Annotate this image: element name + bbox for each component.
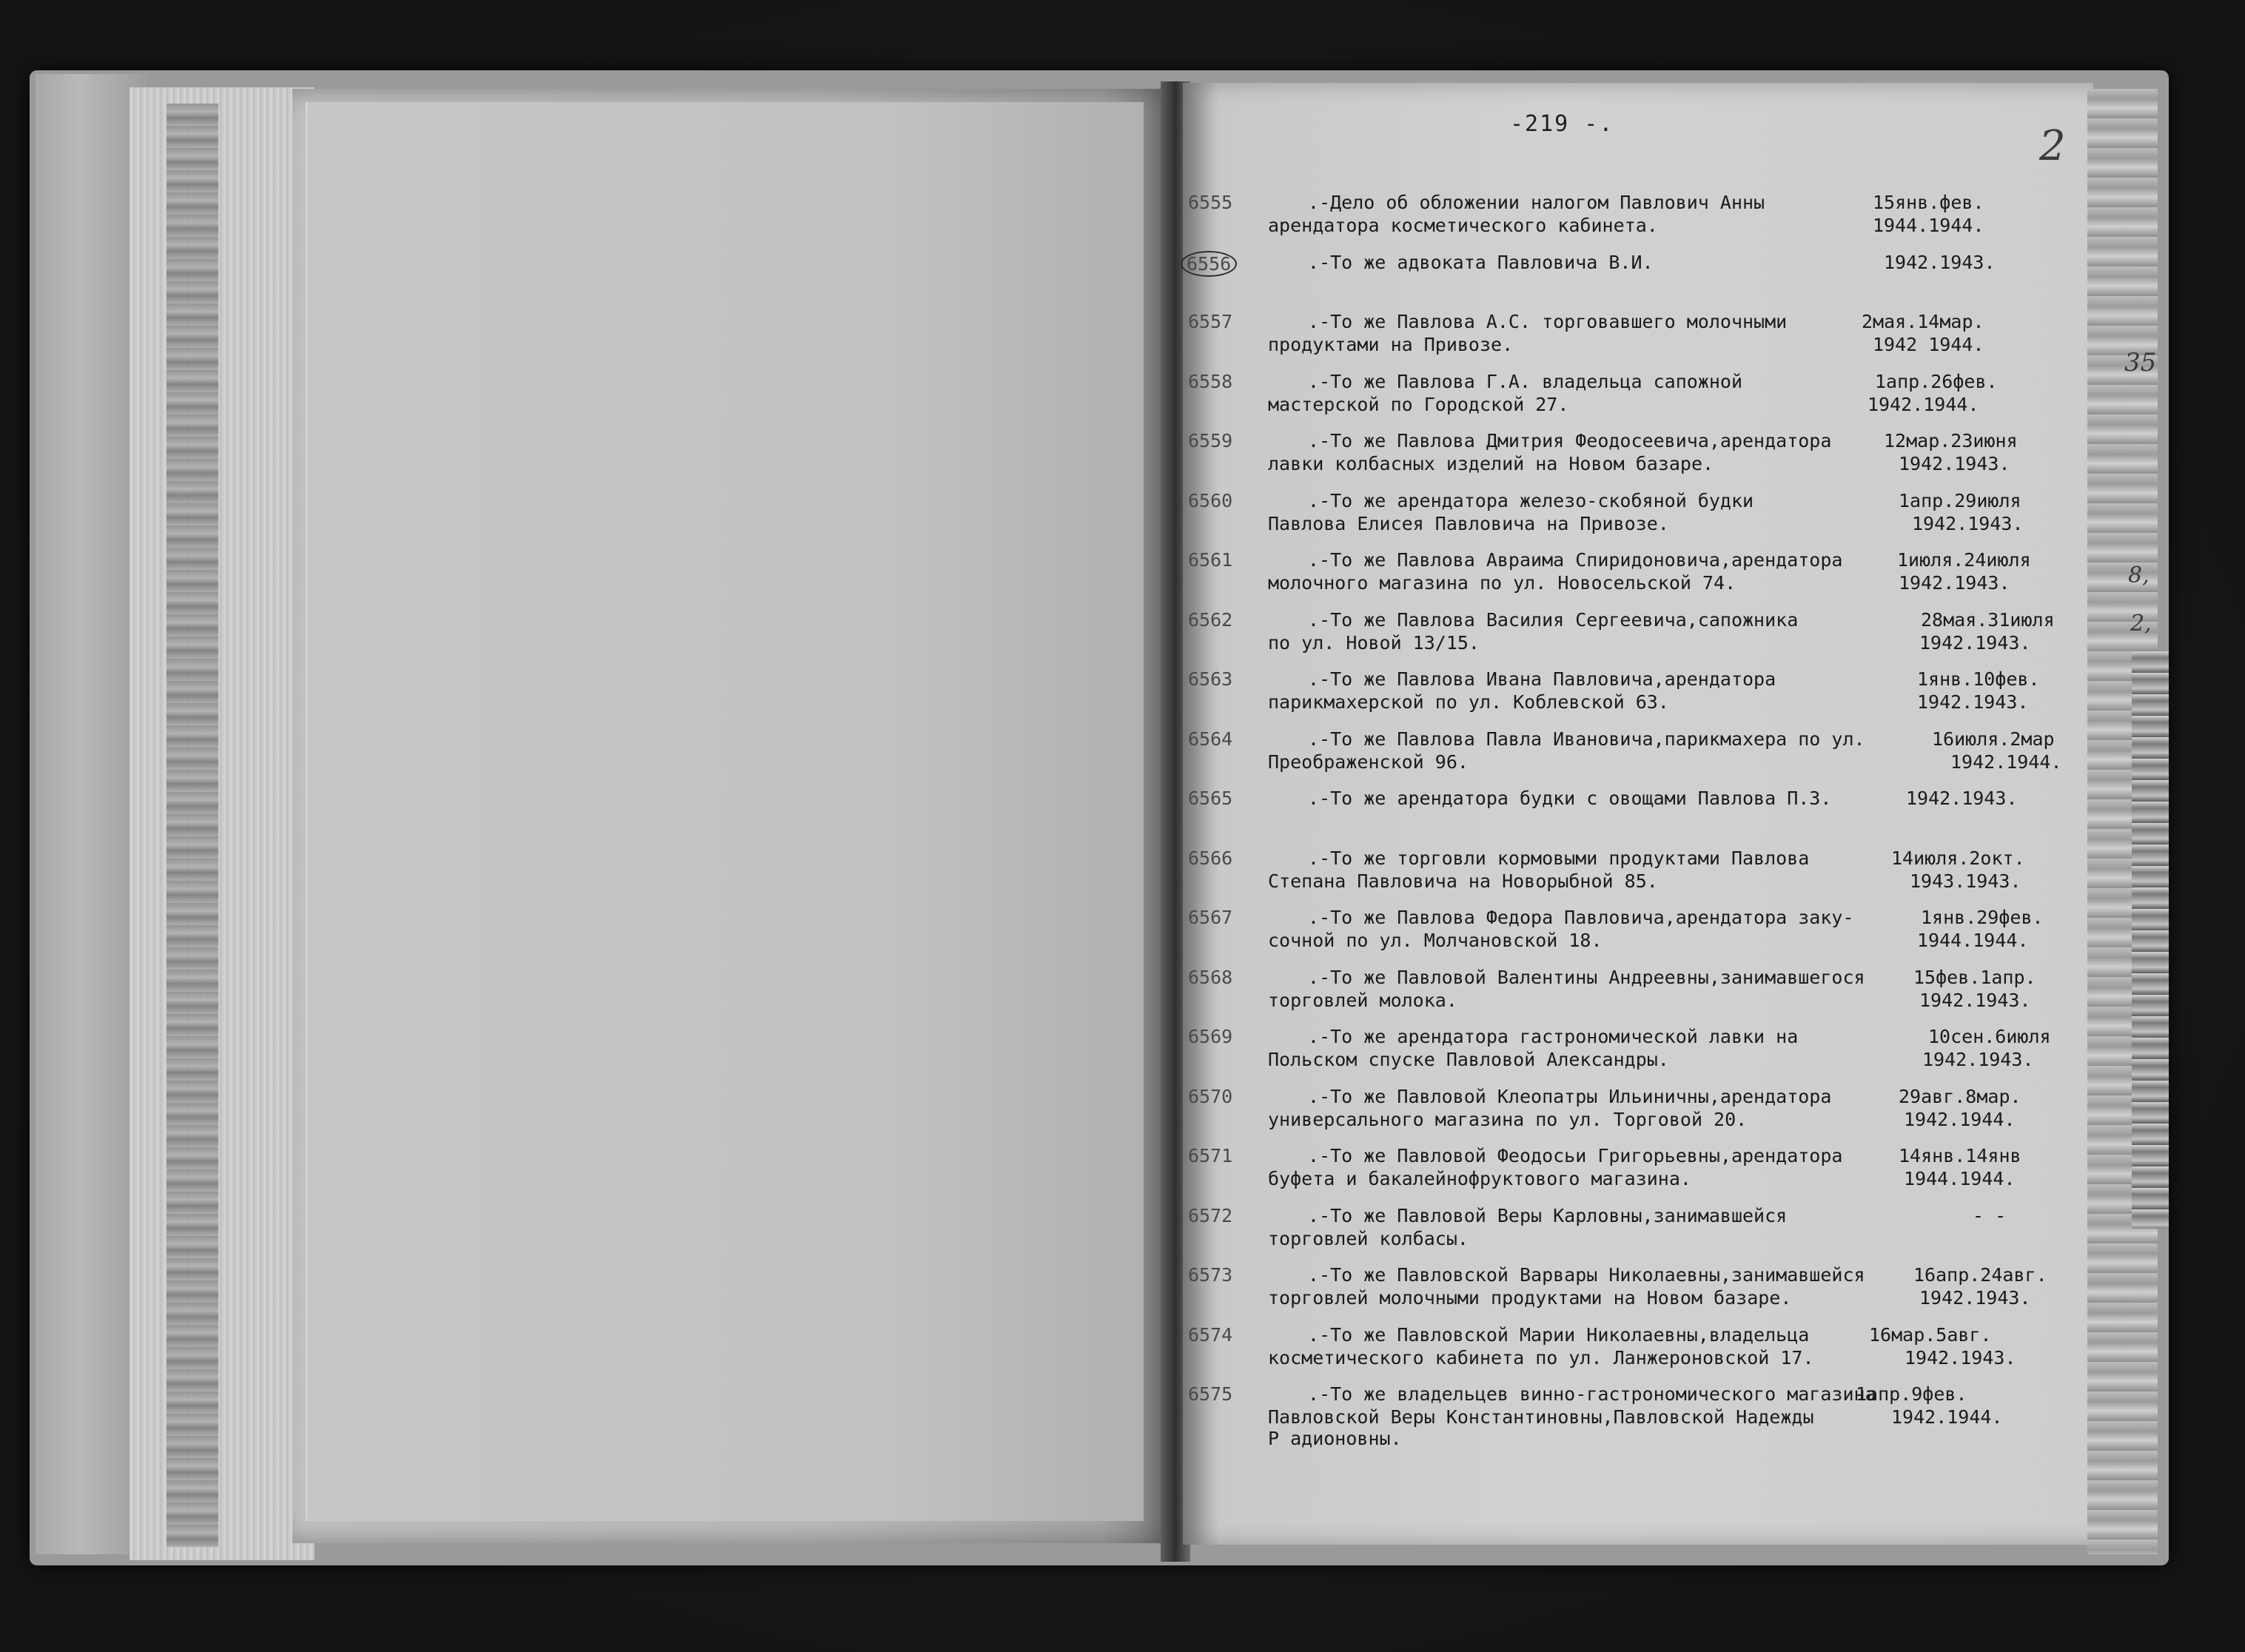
entry-description-line-2: Польском спуске Павловой Александры. [1268,1049,1669,1070]
entry-description-line-1: .-То же Павлова Василия Сергеевича,сапожника [1308,608,1799,631]
torn-right-edges [2132,651,2169,1229]
entry-date-years: 1942.1943. [1917,691,2029,713]
entry-description-line-2: сочной по ул. Молчановской 18. [1268,930,1603,951]
entry-date-range: 10сен.6июля [1928,1026,2051,1047]
entry-date-range: 1янв.10фев. [1917,668,2040,690]
entry-description-line-1: .-То же арендатора гастрономической лавки на [1308,1026,1799,1047]
register-entry [1188,1204,2106,1264]
entry-date-range: 1июля.24июля [1897,549,2031,571]
entry-description-line-1: .-Дело об обложении налогом Павлович Анны [1308,192,1765,213]
entry-date-range: 1апр.26фев. [1875,370,1998,392]
entry-number: 6556 [1188,251,1306,277]
entry-date-range: 2мая.14мар. [1862,311,1984,332]
entry-date-years: 1942.1943. [1922,1049,2034,1070]
entry-date-range: 16июля.2мар [1932,728,2055,750]
entry-number: 6558 [1188,370,1233,392]
entry-date-range: 16мар.5авг. [1869,1323,1992,1346]
entry-description-line-1: .-То же Павлова Федора Павловича,арендатора заку- [1308,907,1854,928]
left-page-blank [292,89,1173,1543]
entry-date-range: 15фев.1апр. [1913,966,2036,988]
entry-date-range: 16апр.24авг. [1913,1264,2047,1286]
entry-date-years: 1944.1944. [1904,1168,2016,1189]
margin-note-1: 35 [2124,348,2157,377]
entry-date-range: 1янв.29фев. [1921,907,2044,928]
entry-date-years: 1942.1943. [1919,1287,2031,1309]
entry-date-years: 1942.1943. [1899,453,2010,474]
register-entry [1188,191,2106,251]
entry-date-years: 1942 1944. [1873,334,1984,355]
entry-date-range: 29авг.8мар. [1899,1085,2021,1107]
entry-description-line-2: универсального магазина по ул. Торговой 20. [1268,1108,1748,1130]
entry-description-line-2: Преображенской 96. [1268,751,1469,773]
entry-description-line-1: .-То же Павловской Марии Николаевны,владельца [1308,1323,1810,1346]
entry-date-range: 12мар.23июня [1884,430,2018,451]
entry-number: 6573 [1188,1264,1233,1286]
entry-description-line-1: .-То же Павловой Клеопатры Ильиничны,арендатора [1308,1085,1832,1107]
entry-description-line-1: .-То же арендатора железо-скобяной будки [1308,489,1754,511]
entry-date-years: 1942.1943. [1899,572,2010,594]
register-entries [1187,191,2106,1449]
entry-date-years: 1942.1944. [1868,393,1979,415]
entry-date-years: 1942.1943. [1919,989,2031,1011]
entry-description-line-2: косметического кабинета по ул. Ланжероновской 17. [1268,1346,1814,1369]
margin-note-2: 8, [2128,563,2150,588]
entry-description-line-1: .-То же Павловой Валентины Андреевны,занимавшегося [1308,966,1865,988]
entry-date-years: 1942.1944. [1950,751,2062,773]
entry-date-range: - - [1973,1204,2007,1226]
entry-description-line-2: мастерской по Городской 27. [1268,393,1569,415]
entry-number: 6575 [1188,1383,1233,1405]
entry-number: 6574 [1188,1323,1233,1346]
torn-page-edges [167,104,218,1547]
register-entry [1188,1383,2106,1449]
register-entry [1188,370,2106,430]
entry-description-line-2: торговлей молочными продуктами на Новом базаре. [1268,1287,1792,1309]
entry-number: 6559 [1188,430,1233,451]
entry-date-range: 15янв.фев. [1873,192,1984,213]
entry-description-line-1: .-То же Павлова Г.А. владельца сапожной [1308,370,1742,392]
entry-date-range: 1апр.9фев. [1856,1383,1967,1405]
entry-description-line-1: .-То же торговли кормовыми продуктами Павлова [1308,847,1810,869]
entry-number: 6561 [1188,549,1233,571]
entry-description-line-2: Павловской Веры Константиновны,Павловской Надежды [1268,1406,1814,1428]
entry-description-line-1: .-То же Павлова Павла Ивановича,парикмахера по ул. [1308,728,1865,750]
register-entry [1188,251,2106,311]
register-entry [1188,310,2106,370]
entry-description-line-2: молочного магазина по ул. Новосельской 74. [1268,572,1736,594]
entry-date-years: 1943.1943. [1910,870,2021,892]
entry-number: 6565 [1188,788,1233,809]
register-entry [1188,1263,2106,1323]
entry-description-line-1: .-То же Павловой Феодосьи Григорьевны,арендатора [1308,1145,1843,1166]
entry-number: 6560 [1188,489,1233,511]
left-page-surface [306,102,1144,1521]
entry-number: 6564 [1188,728,1233,750]
entry-number: 6563 [1188,668,1233,690]
entry-number: 6569 [1188,1026,1233,1047]
entry-date-range: 14июля.2окт. [1891,847,2025,869]
entry-description-line-1: .-То же Павлова А.С. торговавшего молочными [1308,311,1788,332]
entry-number: 6567 [1188,907,1233,928]
entry-description-line-2: парикмахерской по ул. Коблевской 63. [1268,691,1669,713]
entry-date-range: 1942.1943. [1906,788,2018,809]
entry-description-line-1: .-То же Павлова Ивана Павловича,арендатора [1308,668,1776,690]
entry-description-line-2: продуктами на Привозе. [1268,334,1514,355]
entry-date-years: 1942.1943. [1912,512,2024,534]
entry-description-line-1: .-То же владельцев винно-гастрономического магазина [1308,1383,1876,1405]
register-entry [1188,608,2106,668]
entry-description-line-1: .-То же арендатора будки с овощами Павлова П.З. [1308,788,1832,809]
folio-mark: 2 [2039,122,2066,170]
entry-number: 6555 [1188,192,1233,213]
entry-description-line-1: .-То же Павловской Варвары Николаевны,занимавшейся [1308,1264,1865,1286]
entry-date-range: 1942.1943. [1884,251,1996,273]
entry-number: 6571 [1188,1145,1233,1166]
entry-date-years: 1942.1944. [1904,1108,2016,1130]
register-entry [1188,1025,2106,1085]
register-entry [1188,489,2106,549]
entry-number: 6572 [1188,1204,1233,1226]
register-entry [1188,1144,2106,1204]
entry-number: 6562 [1188,608,1233,631]
entry-date-years: 1942.1943. [1919,631,2031,654]
entry-description-line-2: буфета и бакалейнофруктового магазина. [1268,1168,1691,1189]
entry-description-line-2: лавки колбасных изделий на Новом базаре. [1268,453,1714,474]
entry-date-years: 1942.1943. [1905,1346,2016,1369]
entry-number: 6568 [1188,966,1233,988]
entry-date-years: 1944.1944. [1873,215,1984,236]
register-entry [1188,1323,2106,1383]
register-entry [1188,548,2106,608]
entry-description-line-2: торговлей молока. [1268,989,1457,1011]
entry-description-line-1: .-То же Павловой Веры Карловны,занимавшейся [1308,1204,1788,1226]
entry-description-line-2: Павлова Елисея Павловича на Привозе. [1268,512,1669,534]
entry-description-line-2: Степана Павловича на Новорыбной 85. [1268,870,1658,892]
left-page-stack [130,87,315,1560]
register-entry [1188,847,2106,907]
entry-description-line-2: торговлей колбасы. [1268,1227,1469,1249]
entry-description-line-3: Р адионовны. [1268,1428,1402,1449]
register-entry [1188,668,2106,728]
entry-description-line-2: по ул. Новой 13/15. [1268,631,1480,654]
entry-date-range: 28мая.31июля [1921,608,2055,631]
entry-date-range: 14янв.14янв [1899,1145,2021,1166]
entry-number: 6566 [1188,847,1233,869]
margin-note-3: 2, [2130,611,2152,637]
entry-number: 6570 [1188,1085,1233,1107]
entry-description-line-1: .-То же адвоката Павловича В.И. [1308,251,1654,273]
entry-description-line-1: .-То же Павлова Авраима Спиридоновича,арендатора [1308,549,1843,571]
entry-description-line-2: арендатора косметического кабинета. [1268,215,1658,236]
entry-date-years: 1944.1944. [1917,930,2029,951]
page-number: -219 -. [1510,111,1614,137]
register-entry [1188,787,2106,847]
entry-number: 6557 [1188,311,1233,332]
register-entry [1188,906,2106,966]
register-entry [1188,429,2106,489]
entry-description-line-1: .-То же Павлова Дмитрия Феодосеевича,арендатора [1308,430,1832,451]
register-entry [1188,966,2106,1026]
entry-date-range: 1апр.29июля [1899,489,2021,511]
register-entry [1188,728,2106,788]
register-entry [1188,1085,2106,1145]
entry-date-years: 1942.1944. [1891,1406,2003,1428]
